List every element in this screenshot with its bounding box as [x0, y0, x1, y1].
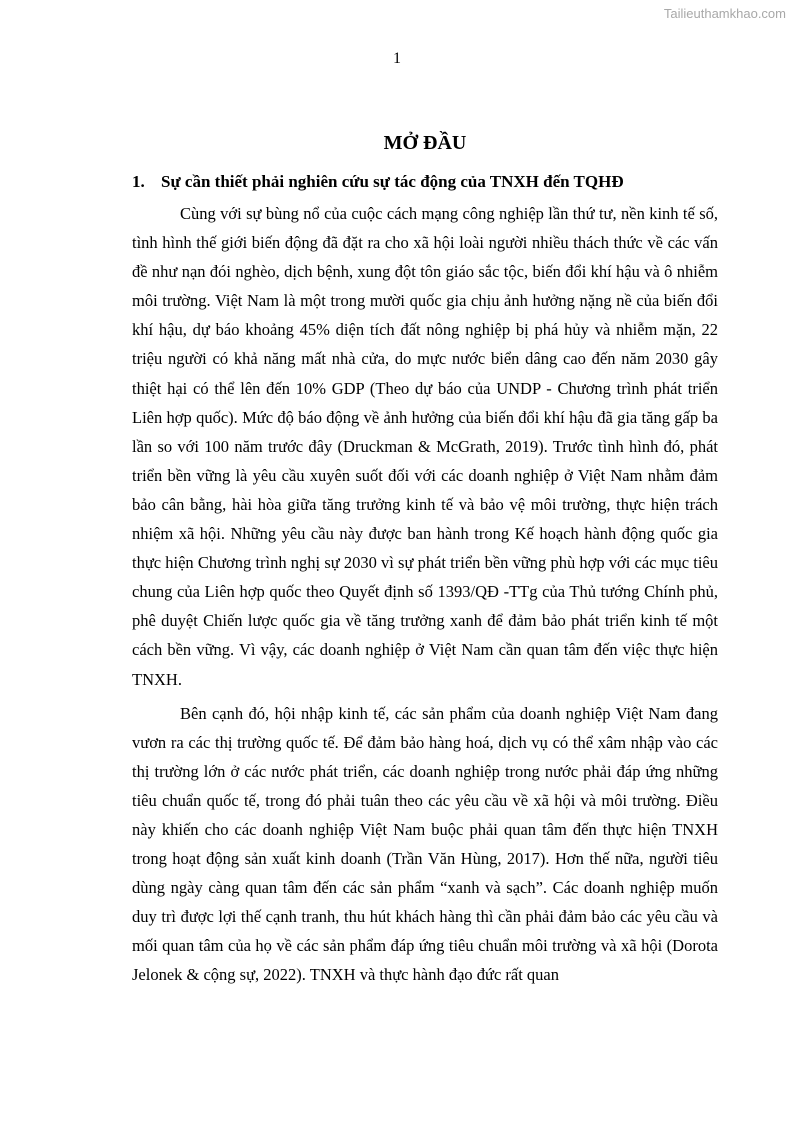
page-title: MỞ ĐẦU [383, 132, 467, 154]
section-number: 1. [132, 172, 145, 191]
watermark-text: Tailieuthamkhao.com [663, 6, 786, 21]
paragraph-1: Cùng với sự bùng nổ của cuộc cách mạng công nghiệp lần thứ tư, nền kinh tế số, tình hình thế giới biến động đã đặt ra cho xã hội loài người nhiều thách thức về các vấn đề như nạn đói nghèo, dịch bệnh, xung đột tôn giáo sắc tộc, biến đổi khí hậu và ô nhiễm môi trường. Việt Nam là một trong mười quốc gia chịu ảnh hưởng nặng nề của biến đổi khí hậu, dự báo khoảng 45% diện tích đất nông nghiệp bị phá hủy và nhiễm mặn, 22 triệu người có khả năng mất nhà cửa, do mực nước biển dâng cao đến năm 2030 gây thiệt hại có thể lên đến 10% GDP (Theo dự báo của UNDP - Chương trình phát triển Liên hợp quốc). Mức độ báo động về ảnh hưởng của biến đổi khí hậu đã gia tăng gấp ba lần so với 100 năm trước đây (Druckman & McGrath, 2019). Trước tình hình đó, phát triển bền vững là yêu cầu xuyên suốt đối với các doanh nghiệp ở Việt Nam nhằm đảm bảo cân bằng, hài hòa giữa tăng trưởng kinh tế và bảo vệ môi trường, thực hiện trách nhiệm xã hội. Những yêu cầu này được ban hành trong Kế hoạch hành động quốc gia thực hiện Chương trình nghị sự 2030 vì sự phát triển bền vững phù hợp với các mục tiêu chung của Liên hợp quốc theo Quyết định số 1393/QĐ -TTg của Thủ tướng Chính phủ, phê duyệt Chiến lược quốc gia về tăng trưởng xanh để đảm bảo phát triển kinh tế một cách bền vững. Vì vậy, các doanh nghiệp ở Việt Nam cần quan tâm đến việc thực hiện TNXH. [132, 204, 718, 689]
section-heading-text: Sự cần thiết phải nghiên cứu sự tác động của TNXH đến TQHĐ [161, 172, 624, 191]
page-number: 1 [393, 50, 401, 67]
paragraph-2: Bên cạnh đó, hội nhập kinh tế, các sản phẩm của doanh nghiệp Việt Nam đang vươn ra các thị trường quốc tế. Để đảm bảo hàng hoá, dịch vụ có thể xâm nhập vào các thị trường lớn ở các nước phát triển, các doanh nghiệp trong nước phải đáp ứng những tiêu chuẩn quốc tế, trong đó phải tuân theo các yêu cầu về xã hội và môi trường. Điều này khiến cho các doanh nghiệp Việt Nam buộc phải quan tâm đến thực hiện TNXH trong hoạt động sản xuất kinh doanh (Trần Văn Hùng, 2017). Hơn thế nữa, người tiêu dùng ngày càng quan tâm đến các sản phẩm “xanh và sạch”. Các doanh nghiệp muốn duy trì được lợi thế cạnh tranh, thu hút khách hàng thì cần phải đảm bảo các yêu cầu và mối quan tâm của họ về các sản phẩm đáp ứng tiêu chuẩn môi trường và xã hội (Dorota Jelonek & cộng sự, 2022). TNXH và thực hành đạo đức rất quan [132, 703, 718, 985]
document-body [132, 128, 718, 995]
section-heading [132, 169, 718, 195]
